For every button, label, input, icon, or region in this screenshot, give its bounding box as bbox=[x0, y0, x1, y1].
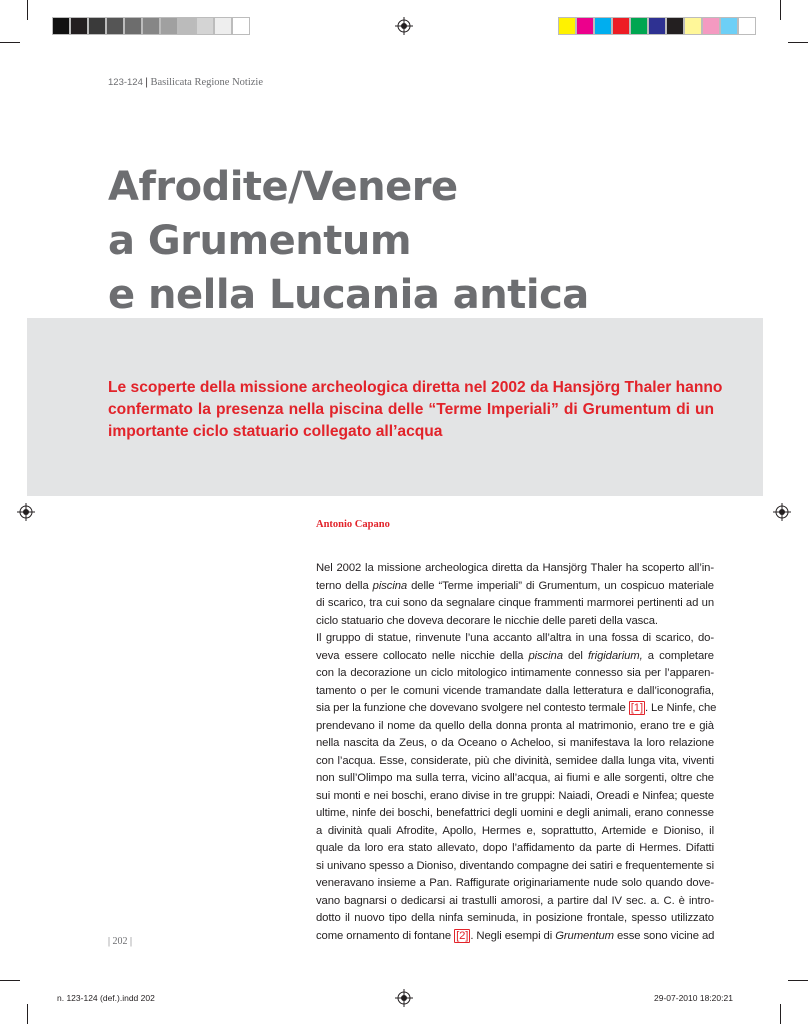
body-line: non sull’Olimpo ma sulla terra, vicino all’acqua, ai fiumi e alle sorgenti, oltre che bbox=[316, 772, 714, 784]
body-line: con l’acqua. Esse, considerate, più che divinità, semidee dalla lunga vita, viventi bbox=[316, 754, 714, 767]
grey-swatch bbox=[70, 17, 88, 35]
article-title bbox=[108, 160, 748, 322]
grey-swatch bbox=[52, 17, 70, 35]
body-line: dotto il nuovo tipo della ninfa seminuda, in posizione frontale, spesso utilizzato bbox=[316, 912, 714, 924]
color-swatch bbox=[702, 17, 720, 35]
color-swatch bbox=[594, 17, 612, 35]
title-line: e nella Lucania antica bbox=[108, 272, 589, 318]
author-name: Antonio Capano bbox=[316, 519, 390, 530]
lead-line: confermato la presenza nella piscina delle “Terme Imperiali” di Grumentum di un bbox=[108, 401, 714, 418]
grey-calibration-bar bbox=[52, 17, 250, 35]
crop-mark-bl-v bbox=[27, 1004, 28, 1024]
grey-swatch bbox=[106, 17, 124, 35]
article-lead bbox=[108, 377, 723, 443]
grey-swatch bbox=[142, 17, 160, 35]
color-swatch bbox=[684, 17, 702, 35]
body-line: vano bagnarsi o dedicarsi ai trastulli amorosi, a partire dal IV sec. a. C. è intro- bbox=[316, 894, 714, 907]
crop-mark-br-v bbox=[780, 1004, 781, 1024]
body-line: terno della piscina delle “Terme imperiali” di Grumentum, un cospicuo materiale bbox=[316, 579, 714, 592]
title-line: Afrodite/Venere bbox=[108, 164, 458, 210]
body-line: ultime, ninfe dei boschi, benefattrici degli uomini e degli animali, erano connesse bbox=[316, 807, 714, 819]
footnote-reference-1[interactable]: [1] bbox=[630, 702, 643, 714]
title-line: a Grumentum bbox=[108, 218, 412, 264]
registration-mark-icon bbox=[395, 989, 413, 1007]
header-separator: | bbox=[145, 77, 148, 88]
crop-mark-bl-h bbox=[0, 980, 20, 981]
crop-mark-br-h bbox=[788, 980, 808, 981]
crop-mark-tl-v bbox=[27, 0, 28, 20]
body-line: si univano spesso a Dioniso, diventando compagne dei satiri e frequentemente si bbox=[316, 859, 714, 872]
body-line: sia per la funzione che dovevano svolgere nel contesto termale [1] . Le Ninfe, che bbox=[316, 702, 717, 714]
body-line: veneravano insieme a Pan. Raffigurate originariamente nude solo quando dove- bbox=[316, 877, 714, 889]
footnote-reference-2[interactable]: [2] bbox=[456, 929, 469, 942]
grey-swatch bbox=[232, 17, 250, 35]
color-swatch bbox=[666, 17, 684, 35]
grey-swatch bbox=[124, 17, 142, 35]
body-line: nella nascita da Zeus, o da Oceano o Acheloo, si manifestava la loro relazione bbox=[316, 737, 714, 749]
body-line: tamento o per le comuni vicende tramandate dalla letteratura e dall’iconografia, bbox=[316, 684, 714, 697]
registration-mark-icon bbox=[17, 503, 35, 521]
body-line: di scarico, tra cui sono da segnalare cinque frammenti marmorei pertinenti ad un bbox=[316, 597, 714, 609]
running-header bbox=[108, 77, 263, 88]
body-line: con la decorazione un ciclo mitologico intimamente connesso sia per l’apparen- bbox=[316, 667, 714, 679]
color-swatch bbox=[630, 17, 648, 35]
slug-datetime: 29-07-2010 18:20:21 bbox=[654, 993, 733, 1003]
grey-swatch bbox=[88, 17, 106, 35]
color-swatch bbox=[738, 17, 756, 35]
body-line: veva essere collocato nelle nicchie della piscina del frigidarium, a completare bbox=[316, 649, 714, 662]
registration-mark-icon bbox=[773, 503, 791, 521]
body-line: prendevano il nome da quello della donna pronta al matrimonio, erano tre e già bbox=[316, 719, 714, 732]
color-calibration-bar bbox=[558, 17, 756, 35]
slug-filename: n. 123-124 (def.).indd 202 bbox=[57, 993, 155, 1003]
color-swatch bbox=[648, 17, 666, 35]
section-name: Basilicata Regione Notizie bbox=[150, 77, 263, 88]
color-swatch bbox=[576, 17, 594, 35]
registration-mark-icon bbox=[395, 17, 413, 35]
body-line: sui monti e nei boschi, erano divise in tre gruppi: Naiadi, Oreadi e Ninfea; queste bbox=[316, 789, 714, 802]
body-line: ciclo statuario che doveva decorare le nicchie delle pareti della vasca. bbox=[316, 614, 658, 627]
article-body bbox=[316, 560, 717, 945]
grey-swatch bbox=[178, 17, 196, 35]
body-line: a divinità quali Afrodite, Apollo, Hermes e, soprattutto, Artemide e Dioniso, il bbox=[316, 824, 714, 837]
crop-mark-tr-v bbox=[780, 0, 781, 20]
grey-swatch bbox=[160, 17, 178, 35]
crop-mark-tr-h bbox=[788, 42, 808, 43]
lead-line: importante ciclo statuario collegato all’acqua bbox=[108, 423, 443, 440]
lead-line: Le scoperte della missione archeologica diretta nel 2002 da Hansjörg Thaler hanno bbox=[108, 379, 723, 396]
issue-number: 123-124 bbox=[108, 77, 143, 88]
page-number: | 202 | bbox=[108, 936, 133, 947]
grey-swatch bbox=[214, 17, 232, 35]
color-swatch bbox=[558, 17, 576, 35]
color-swatch bbox=[720, 17, 738, 35]
crop-mark-tl-h bbox=[0, 42, 20, 43]
body-line: come ornamento di fontane [2] . Negli esempi di Grumentum esse sono vicine ad bbox=[316, 929, 715, 942]
color-swatch bbox=[612, 17, 630, 35]
body-line: quale da loro era stato allevato, dopo l’affidamento da parte di Hermes. Difatti bbox=[316, 842, 714, 854]
body-line: Nel 2002 la missione archeologica diretta da Hansjörg Thaler ha scoperto all’in- bbox=[316, 562, 714, 574]
body-line: Il gruppo di statue, rinvenute l’una accanto all’altra in una fossa di scarico, do- bbox=[316, 632, 714, 644]
grey-swatch bbox=[196, 17, 214, 35]
